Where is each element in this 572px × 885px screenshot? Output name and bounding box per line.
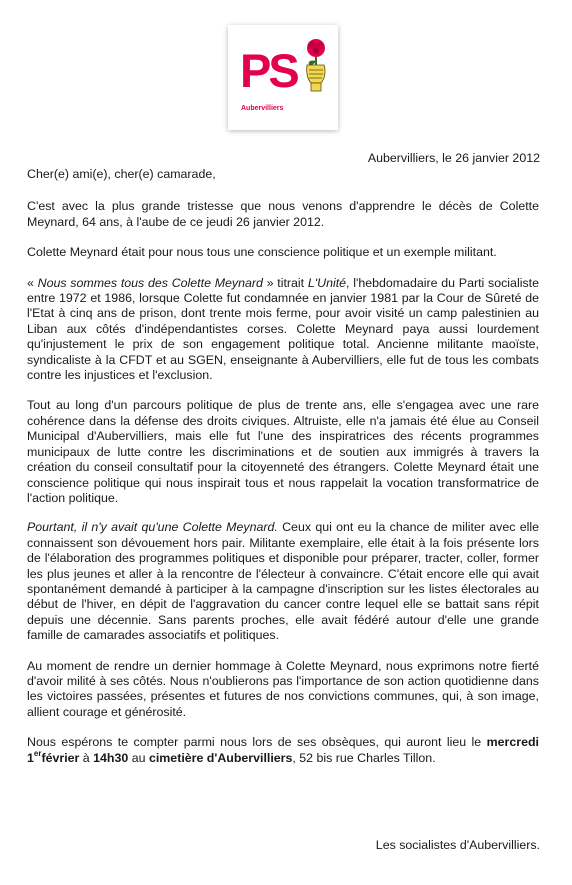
paragraph-career: Tout au long d'un parcours politique de plus de trente ans, elle s'engagea avec une rare cohérence dans la défense des droits civiques. Altruiste, elle n'a jamais été élue au Conseil Municipal d'Aubervilliers, mais elle fut l'une des inspiratrices des récents programmes municipaux de lutte contre les discriminations et de soutien aux immigrés à travers la création du conseil consultatif pour la citoyenneté des étrangers. Colette Meynard était une conscience politique qui nous inspirait tous et nous rappelait la vocation transformatrice de l'action politique. — [27, 398, 539, 505]
funeral-at-place: au — [128, 750, 149, 765]
paragraph-funeral — [27, 735, 539, 766]
funeral-place: cimetière d'Aubervilliers — [148, 750, 293, 765]
headline-quote: Nous sommes tous des Colette Meynard — [37, 275, 263, 290]
paragraph-tribute: Colette Meynard était pour nous tous une conscience politique et un exemple militant. — [27, 245, 497, 260]
funeral-at: à — [79, 750, 94, 765]
paragraph-history — [27, 276, 539, 384]
history-text: , l'hebdomadaire du Parti socialiste entre 1972 et 1986, lorsque Colette fut condamnée en janvier 1981 par la Cour de Sûreté de l'Etat à cinq ans de prison, dont trente mois ferme, pour avoir visité un camp palestinien au Liban aux côtés d'indépendantistes corses. Colette Meynard paya aussi lourdement qu'injustement le prix de son engagement politique total. Ancienne militante maoïste, syndicaliste à la CFDT et au SGEN, enseignante à Aubervilliers, elle fut de tous les combats contre les injustices et l'exclusion. — [27, 275, 539, 383]
funeral-time: 14h30 — [93, 750, 129, 765]
logo-ps-text: PS — [240, 44, 297, 97]
funeral-month: février — [41, 750, 80, 765]
funeral-date: mercredi 1 — [27, 735, 539, 765]
logo-city-text: Aubervilliers — [241, 105, 284, 112]
paragraph-devotion — [27, 520, 539, 643]
newspaper-name: L'Unité — [307, 275, 347, 290]
ps-logo — [228, 25, 338, 130]
devotion-lead: Pourtant, il n'y avait qu'une Colette Meynard. — [27, 520, 278, 535]
rose-in-fist-icon — [301, 35, 331, 95]
devotion-text: Ceux qui ont eu la chance de militer avec elle connaissent son dévouement hors pair. Militante exemplaire, elle était à la fois présente lors de l'élaboration des programmes politiques et disponible pour préparer, tracter, coller, former les plus jeunes et aller à la rencontre de l'électeur à convaincre. C'était encore elle qui avait spontanément demandé à participer à la campagne d'inscription sur les listes électorales au début de l'hiver, en dépit de l'aggravation du cancer contre lequel elle se battait sans répit depuis une décennie. Sans parents proches, elle avait fédéré autour d'elle une grande famille de camarades associatifs et politiques. — [27, 520, 539, 643]
salutation: Cher(e) ami(e), cher(e) camarade, — [27, 167, 216, 181]
paragraph-announcement: C'est avec la plus grande tristesse que nous venons d'apprendre le décès de Colette Meynard, 64 ans, à l'aube de ce jeudi 26 janvier 2012. — [27, 199, 539, 229]
funeral-address: , 52 bis rue Charles Tillon. — [292, 750, 436, 765]
letter-date: Aubervilliers, le 26 janvier 2012 — [367, 151, 540, 165]
paragraph-homage: Au moment de rendre un dernier hommage à Colette Meynard, nous exprimons notre fierté d'avoir milité à ses côtés. Nous n'oublierons pas l'importance de son action quotidienne dans les victoires passées, présentes et futures de nos convictions communes, qui, à son image, allient courage et générosité. — [27, 658, 539, 719]
funeral-date-sup: er — [33, 748, 42, 758]
funeral-intro: Nous espérons te compter parmi nous lors de ses obsèques, qui auront lieu le — [27, 735, 487, 750]
letter-signature: Les socialistes d'Aubervilliers. — [375, 838, 540, 852]
quote-open: « — [27, 275, 38, 290]
letter-body — [27, 167, 539, 781]
quote-close: » titrait — [262, 275, 308, 290]
